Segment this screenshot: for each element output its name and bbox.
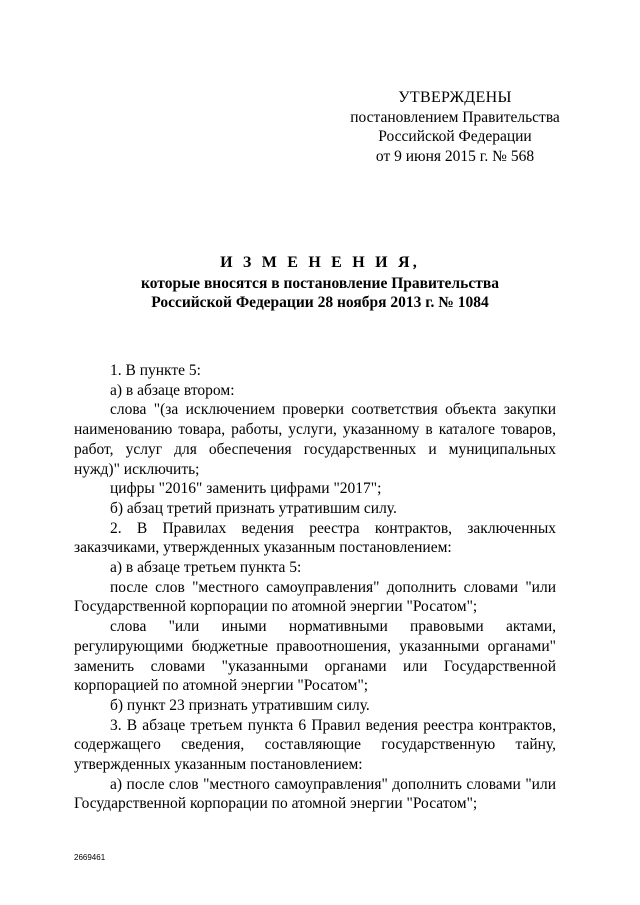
paragraph-11: 3. В абзаце третьем пункта 6 Правил ведения реестра контрактов, содержащего сведения, составляющие государственную тайну, утвержденных указанным постановлением:	[74, 716, 556, 774]
paragraph-4: цифры "2016" заменить цифрами "2017";	[110, 480, 382, 498]
paragraph-5: б) абзац третий признать утратившим силу.	[110, 499, 397, 517]
paragraph-2: а) в абзаце втором:	[110, 381, 235, 399]
document-number: 2669461	[74, 853, 106, 862]
title-line-1: которые вносятся в постановление Правительства	[141, 275, 499, 292]
title-main: И З М Е Н Е Н И Я,	[220, 254, 420, 271]
paragraph-9: слова "или иными нормативными правовыми актами, регулирующими бюджетные правоотношения, указанными органами" заменить словами "указанными органами или Государственной корпорацией по атомной энергии "Росатом";	[74, 618, 556, 695]
paragraph-12: а) после слов "местного самоуправления" дополнить словами "или Государственной корпорации по атомной энергии "Росатом";	[74, 775, 556, 813]
paragraph-6: 2. В Правилах ведения реестра контрактов, заключенных заказчиками, утвержденных указанным постановлением:	[74, 519, 556, 557]
approval-heading: УТВЕРЖДЕНЫ	[398, 89, 512, 106]
paragraph-8: после слов "местного самоуправления" дополнить словами "или Государственной корпорации по атомной энергии "Росатом";	[74, 578, 556, 616]
title-line-2: Российской Федерации 28 ноября 2013 г. № 1084	[151, 294, 489, 311]
paragraph-3: слова "(за исключением проверки соответствия объекта закупки наименованию товара, работы, услуги, указанному в каталоге товаров, работ, услуг для обеспечения государственных и муниципальных нужд)" исключить;	[74, 401, 556, 478]
paragraph-7: а) в абзаце третьем пункта 5:	[110, 559, 302, 577]
approval-line-3: от 9 июня 2015 г. № 568	[375, 147, 535, 165]
paragraph-1: 1. В пункте 5:	[110, 362, 201, 379]
paragraph-10: б) пункт 23 признать утратившим силу.	[110, 696, 370, 714]
approval-stamp	[330, 88, 580, 166]
approval-line-1: постановлением Правительства	[350, 108, 560, 126]
document-body	[74, 361, 556, 814]
document-title	[60, 252, 580, 312]
approval-line-2: Российской Федерации	[378, 128, 532, 145]
